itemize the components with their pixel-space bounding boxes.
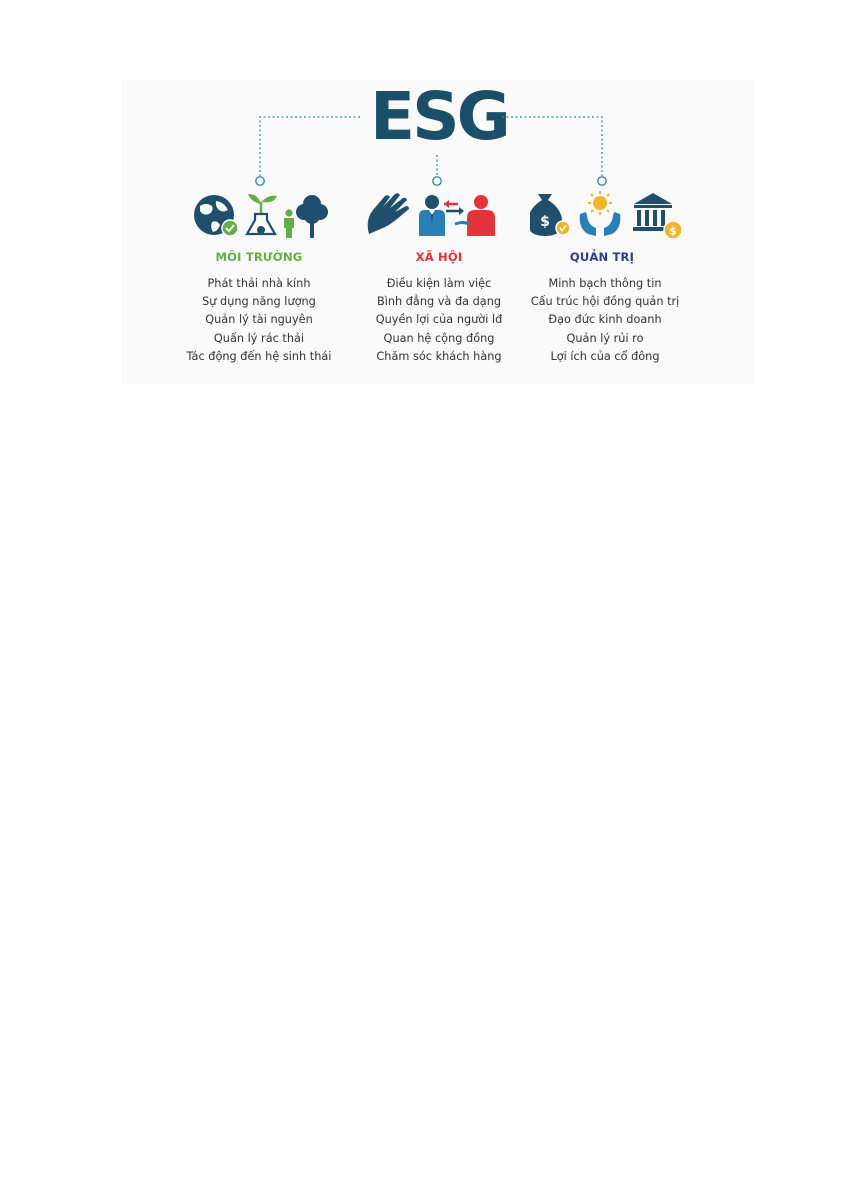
heading-governance: QUẢN TRỊ <box>569 250 635 264</box>
list-item: Chăm sóc khách hàng <box>376 349 502 363</box>
person-icon <box>455 195 495 236</box>
exchange-arrows-icon <box>444 200 464 215</box>
list-item: Phát thải nhà kính <box>207 277 311 290</box>
governance-icons <box>530 188 690 242</box>
list-item: Bình đẳng và đa dạng <box>376 295 502 309</box>
connector-right <box>502 117 602 176</box>
list-item: Đạo đức kinh doanh <box>548 313 662 327</box>
connector-lines <box>0 0 841 200</box>
connector-left <box>260 117 360 176</box>
person-icon <box>284 209 294 238</box>
connector-node-right <box>598 177 606 185</box>
heading-environment: MÔI TRƯỜNG <box>215 250 303 264</box>
list-item: Sự dụng năng lượng <box>202 295 316 309</box>
coin-icon <box>664 221 682 239</box>
connector-node-left <box>256 177 264 185</box>
governance-items <box>505 275 705 366</box>
list-item: Quản lý rủi ro <box>566 331 644 345</box>
environment-icons <box>190 190 335 242</box>
social-icons <box>365 190 510 242</box>
list-item: Tác động đến hệ sinh thái <box>186 349 332 363</box>
list-item: Quản lý tài nguyên <box>205 313 313 327</box>
heading-social: XÃ HỘI <box>415 250 463 264</box>
list-item: Lợi ích của cổ đông <box>550 349 660 363</box>
sun-hands-icon <box>580 191 621 236</box>
money-bag-icon <box>530 194 570 236</box>
helping-hand-icon <box>368 193 409 234</box>
list-item: Quan hệ cộng đồng <box>383 331 495 345</box>
businessman-icon <box>419 195 445 236</box>
svg-text:$: $ <box>669 224 677 238</box>
connector-node-center <box>433 177 441 185</box>
svg-text:$: $ <box>540 214 550 230</box>
tree-icon <box>296 195 328 238</box>
plant-flask-icon <box>247 194 277 234</box>
list-item: Quấn lý rác thải <box>213 331 305 345</box>
list-item: Cấu trúc hội đồng quản trị <box>530 295 680 309</box>
list-item: Điều kiện làm việc <box>386 277 492 290</box>
esg-title: ESG <box>370 78 508 155</box>
environment-items <box>159 275 359 366</box>
globe-check-icon <box>194 195 238 236</box>
list-item: Minh bạch thông tin <box>548 277 662 290</box>
list-item: Quyền lợi của người lđ <box>375 313 503 327</box>
